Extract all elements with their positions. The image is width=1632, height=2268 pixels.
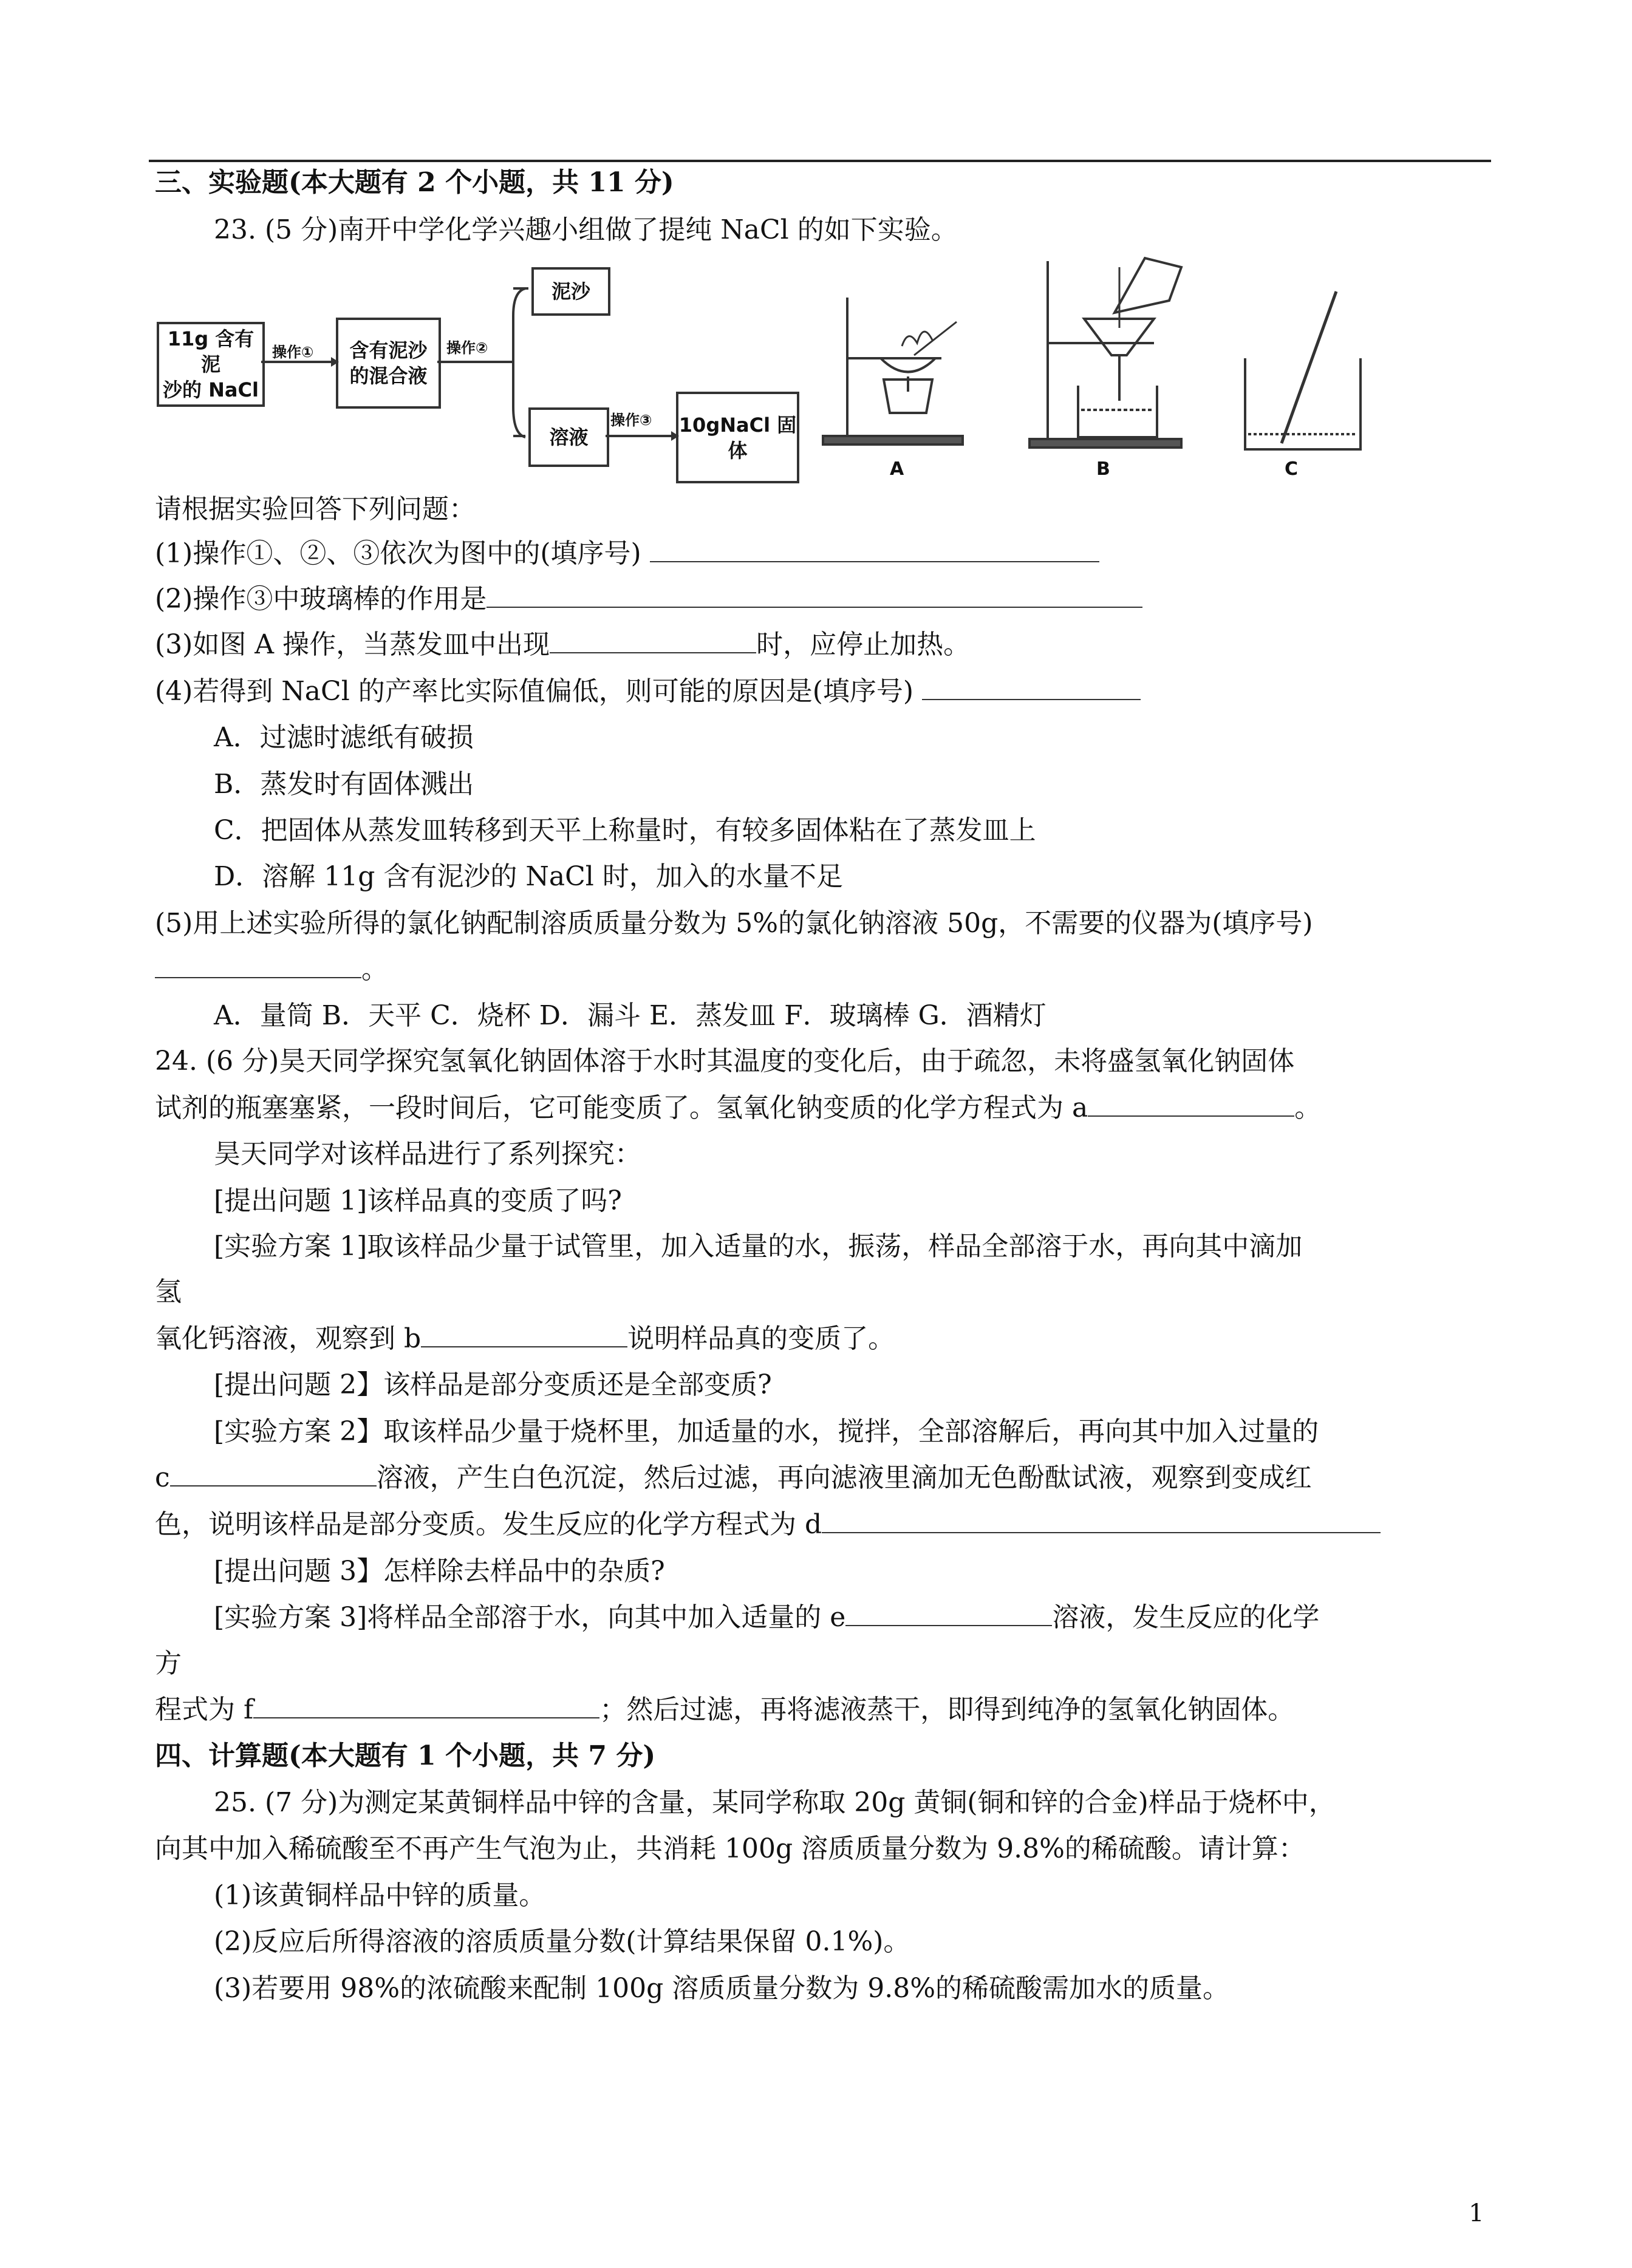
flow-arrows (0, 243, 668, 486)
q23-option-d: D．溶解 11g 含有泥沙的 NaCl 时，加入的水量不足 (214, 861, 843, 892)
answer-blank-1[interactable] (650, 537, 1099, 562)
flow-box-mud: 泥沙 (531, 267, 610, 316)
answer-blank-c[interactable] (170, 1461, 377, 1486)
answer-blank-e[interactable] (845, 1601, 1052, 1626)
q24-plan-3-wrap: 方 (155, 1648, 182, 1679)
answer-blank-5[interactable] (155, 953, 361, 978)
flow-box-solution: 溶液 (528, 407, 609, 467)
answer-blank-4[interactable] (922, 675, 1141, 700)
apparatus-label-b: B (1096, 458, 1110, 480)
q24-question-3: [提出问题 3】怎样除去样品中的杂质? (214, 1556, 665, 1587)
q24-plan-1-cont: 氧化钙溶液，观察到 b 说明样品真的变质了。 (155, 1323, 895, 1354)
q23-part2: (2)操作③中玻璃棒的作用是 (155, 582, 1142, 616)
q23-option-c: C．把固体从蒸发皿转移到天平上称量时，有较多固体粘在了蒸发皿上 (214, 815, 1036, 846)
header-rule (149, 160, 1491, 162)
q24-plan-2: [实验方案 2】取该样品少量于烧杯里，加适量的水，搅拌，全部溶解后，再向其中加入过量的 (214, 1416, 1319, 1447)
flow-label-op3: 操作③ (610, 412, 652, 429)
q23-part5-answer: 。 (155, 953, 388, 987)
q24-plan-2-cont: c 溶液，产生白色沉淀，然后过滤，再向滤液里滴加无色酚酞试液，观察到变成红 (155, 1462, 1312, 1493)
q24-question-1: [提出问题 1]该样品真的变质了吗? (214, 1185, 622, 1216)
answer-blank-a[interactable] (1088, 1091, 1294, 1117)
q25-part-2: (2)反应后所得溶液的溶质质量分数(计算结果保留 0.1%)。 (214, 1926, 910, 1957)
q23-part5-options: A．量筒 B．天平 C．烧杯 D．漏斗 E．蒸发皿 F．玻璃棒 G．酒精灯 (214, 1000, 1046, 1031)
q23-part1: (1)操作①、②、③依次为图中的(填序号) (155, 537, 1099, 571)
q23-part3: (3)如图 A 操作，当蒸发皿中出现 时，应停止加热。 (155, 629, 971, 660)
q25-line-1: 25. (7 分)为测定某黄铜样品中锌的含量，某同学称取 20g 黄铜(铜和锌的合金)样品于烧杯中， (214, 1787, 1336, 1818)
q23-option-b: B．蒸发时有固体溅出 (214, 769, 474, 800)
answer-blank-d[interactable] (822, 1508, 1381, 1533)
q24-plan-2-equation: 色，说明该样品是部分变质。发生反应的化学方程式为 d (155, 1508, 1381, 1542)
q24-line-1: 24. (6 分)昊天同学探究氢氧化钠固体溶于水时其温度的变化后，由于疏忽，未将盛氢氧化钠固体 (155, 1046, 1295, 1077)
section-3-title: 三、实验题(本大题有 2 个小题，共 11 分) (155, 167, 674, 198)
q24-line-3: 昊天同学对该样品进行了系列探究： (214, 1139, 641, 1170)
flow-box-raw-sample: 11g 含有泥 沙的 NaCl (157, 322, 265, 407)
flow-label-op1: 操作① (272, 344, 314, 361)
q25-part-3: (3)若要用 98%的浓硫酸来配制 100g 溶质质量分数为 9.8%的稀硫酸需加水的质量。 (214, 1973, 1229, 2004)
answer-blank-3[interactable] (550, 628, 756, 653)
q24-plan-3: [实验方案 3]将样品全部溶于水，向其中加入适量的 e 溶液，发生反应的化学 (214, 1602, 1320, 1633)
flow-label-op2: 操作② (446, 339, 488, 356)
section-4-title: 四、计算题(本大题有 1 个小题，共 7 分) (155, 1740, 656, 1771)
apparatus-filtration (1023, 255, 1193, 461)
q24-plan-1: [实验方案 1]取该样品少量于试管里，加入适量的水，振荡，样品全部溶于水，再向其中滴加 (214, 1231, 1303, 1262)
q24-line-2: 试剂的瓶塞塞紧，一段时间后，它可能变质了。氢氧化钠变质的化学方程式为 a 。 (155, 1092, 1322, 1123)
q25-line-2: 向其中加入稀硫酸至不再产生气泡为止，共消耗 100g 溶质质量分数为 9.8%的稀硫酸。请计算： (155, 1833, 1305, 1864)
q23-part5: (5)用上述实验所得的氯化钠配制溶质质量分数为 5%的氯化钠溶液 50g，不需要的仪器为(填序号) (155, 908, 1313, 939)
apparatus-dissolving (1233, 285, 1379, 468)
page-number: 1 (1469, 2199, 1484, 2227)
q24-plan-1-wrap: 氢 (155, 1276, 182, 1307)
q23-part4: (4)若得到 NaCl 的产率比实际值偏低，则可能的原因是(填序号) (155, 675, 1141, 709)
answer-blank-f[interactable] (253, 1693, 599, 1718)
flow-box-product: 10gNaCl 固 体 (676, 392, 799, 483)
apparatus-label-a: A (890, 458, 904, 480)
apparatus-label-c: C (1285, 458, 1299, 480)
q24-question-2: [提出问题 2】该样品是部分变质还是全部变质? (214, 1369, 772, 1400)
q23-intro: 23. (5 分)南开中学化学兴趣小组做了提纯 NaCl 的如下实验。 (214, 214, 958, 245)
q23-option-a: A．过滤时滤纸有破损 (214, 722, 474, 753)
apparatus-evaporation (811, 255, 969, 474)
q25-part-1: (1)该黄铜样品中锌的质量。 (214, 1880, 546, 1911)
answer-blank-2[interactable] (487, 582, 1142, 608)
answer-blank-b[interactable] (421, 1322, 627, 1347)
flow-box-mixture: 含有泥沙 的混合液 (336, 318, 441, 409)
q23-prompt: 请根据实验回答下列问题： (155, 494, 476, 525)
q24-plan-3-cont: 程式为 f ；然后过滤，再将滤液蒸干，即得到纯净的氢氧化钠固体。 (155, 1694, 1295, 1725)
